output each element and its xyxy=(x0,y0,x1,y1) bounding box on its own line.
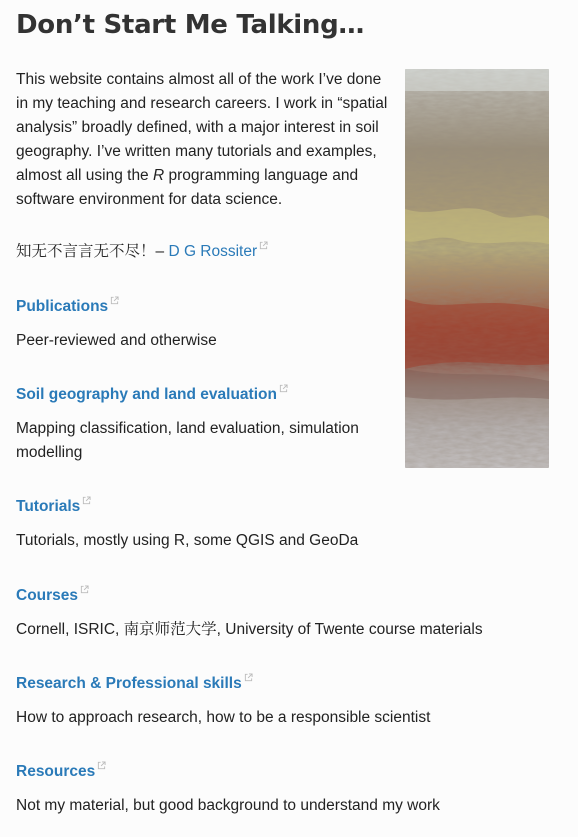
external-link-icon xyxy=(97,761,106,770)
external-link-icon xyxy=(244,673,253,682)
research-skills-link[interactable]: Research & Professional skills xyxy=(16,675,242,692)
external-link-icon xyxy=(259,241,268,250)
publications-description: Peer-reviewed and otherwise xyxy=(16,332,217,349)
courses-link[interactable]: Courses xyxy=(16,587,79,604)
publications-link[interactable]: Publications xyxy=(16,298,109,315)
soil-profile-photo xyxy=(405,69,549,468)
intro-text-1: This website contains almost all of the work I’ve done in my teaching and research careers. I work in “spatial analysis” broadly defined, with a major interest in soil geography. I’ve written many tutorials and examples, almost all using the xyxy=(16,71,388,184)
section-tutorials xyxy=(16,496,91,516)
soil-geography-description: Mapping classification, land evaluation, simulation modelling xyxy=(16,420,359,461)
section-research-skills xyxy=(16,673,253,693)
external-link-icon xyxy=(82,496,91,505)
page-title: Don’t Start Me Talking… xyxy=(16,10,365,40)
section-resources xyxy=(16,761,106,781)
quote-text: 知无不言言无不尽！– xyxy=(16,243,169,260)
tutorials-link[interactable]: Tutorials xyxy=(16,498,81,515)
quote-line xyxy=(16,240,388,264)
external-link-icon xyxy=(80,585,89,594)
section-soil-geography xyxy=(16,384,288,404)
research-skills-description: How to approach research, how to be a responsible scientist xyxy=(16,709,431,726)
soil-geography-link[interactable]: Soil geography and land evaluation xyxy=(16,386,277,403)
external-link-icon xyxy=(279,384,288,393)
author-link[interactable]: D G Rossiter xyxy=(168,243,258,260)
external-link-icon xyxy=(110,296,119,305)
tutorials-description: Tutorials, mostly using R, some QGIS and GeoDa xyxy=(16,532,359,549)
intro-r-emphasis: R xyxy=(153,167,165,184)
intro-text-2: programming language and software environment for data science. xyxy=(16,167,359,208)
section-courses xyxy=(16,585,89,605)
section-publications xyxy=(16,296,119,316)
resources-description: Not my material, but good background to understand my work xyxy=(16,797,440,814)
resources-link[interactable]: Resources xyxy=(16,763,96,780)
courses-description: Cornell, ISRIC, 南京师范大学, University of Twente course materials xyxy=(16,621,483,638)
intro-paragraph xyxy=(16,68,388,212)
